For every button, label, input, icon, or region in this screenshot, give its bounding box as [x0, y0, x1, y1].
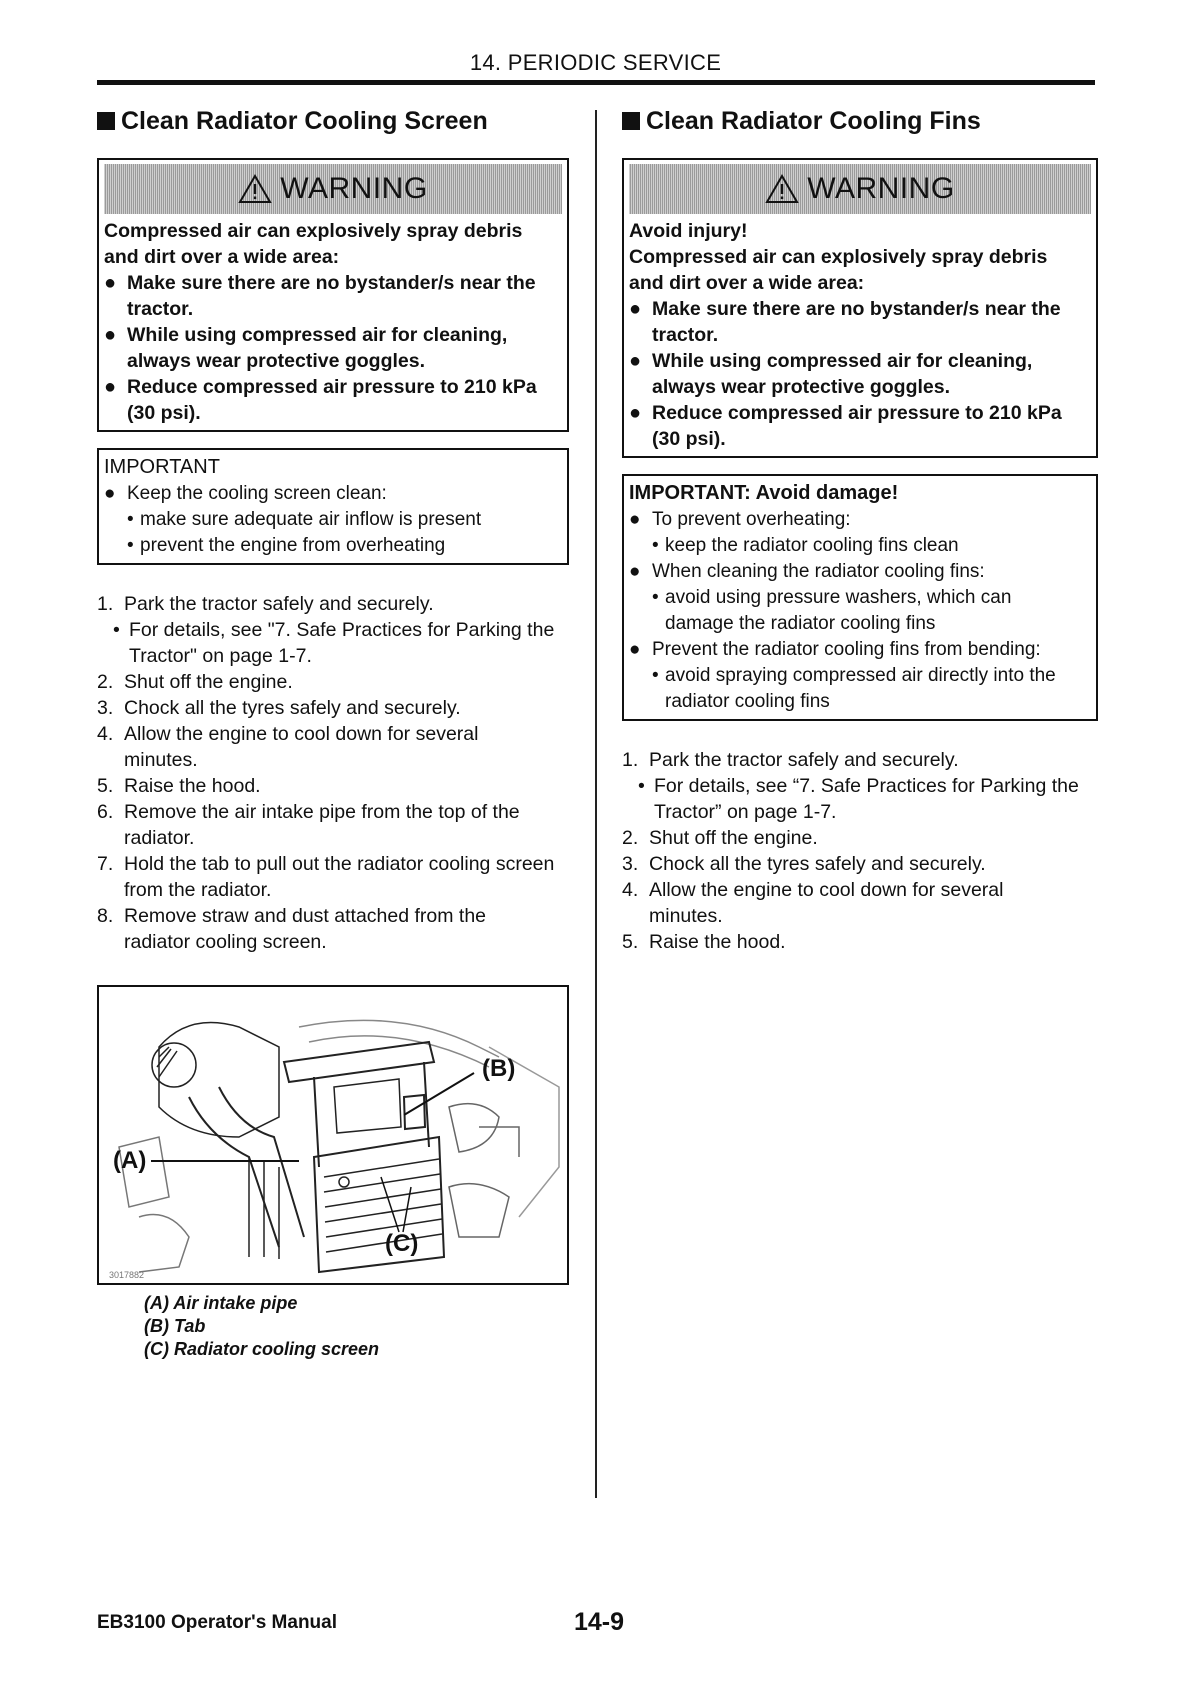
caption-line: (A) Air intake pipe [144, 1293, 298, 1313]
step-item: 6. Remove the air intake pipe from the top of the [97, 801, 520, 823]
step-item: 5. Raise the hood. [622, 931, 786, 953]
important-title: IMPORTANT [104, 456, 220, 478]
warning-banner: WARNING [104, 164, 562, 214]
step-item: 3. Chock all the tyres safely and securely. [97, 697, 461, 719]
warning-triangle-icon [238, 174, 272, 204]
warning-intro-line: Compressed air can explosively spray debris [104, 220, 523, 242]
step-item: 8. Remove straw and dust attached from the [97, 905, 487, 927]
warning-bullet-cont: always wear protective goggles. [652, 376, 951, 398]
warning-triangle-icon [765, 174, 799, 204]
important-bullet: ● Keep the cooling screen clean: [104, 483, 387, 504]
warning-intro-line: and dirt over a wide area: [629, 272, 865, 294]
step-sub-item-cont: Tractor" on page 1-7. [129, 645, 312, 667]
step-item-cont: minutes. [124, 749, 198, 771]
important-sub-item: • make sure adequate air inflow is present [127, 509, 482, 530]
step-item-cont: minutes. [649, 905, 723, 927]
warning-intro-line: Compressed air can explosively spray debris [629, 246, 1048, 268]
right-important-box [622, 474, 1098, 721]
column-divider [595, 110, 597, 1498]
step-sub-item: • For details, see “7. Safe Practices for Parking the [638, 775, 1079, 797]
step-sub-item: • For details, see "7. Safe Practices for Parking the [113, 619, 555, 641]
left-warning-box [97, 158, 569, 432]
important-sub-item: • keep the radiator cooling fins clean [652, 535, 959, 556]
step-item: 1. Park the tractor safely and securely. [622, 749, 959, 771]
figure-label-a: (A) [113, 1147, 147, 1174]
warning-bullet: ● Reduce compressed air pressure to 210 kPa [629, 402, 1062, 424]
step-item: 7. Hold the tab to pull out the radiator cooling screen [97, 853, 555, 875]
left-section-title: Clean Radiator Cooling Screen [97, 104, 569, 138]
warning-intro-line: Avoid injury! [629, 220, 748, 242]
footer-page-number: 14-9 [574, 1608, 625, 1636]
figure-code: 3017882 [109, 1270, 145, 1280]
radiator-illustration [99, 987, 567, 1283]
warning-bullet-cont: (30 psi). [652, 428, 726, 450]
warning-intro-line: and dirt over a wide area: [104, 246, 340, 268]
step-item-cont: from the radiator. [124, 879, 272, 901]
radiator-figure [97, 985, 569, 1285]
warning-bullet: ● Make sure there are no bystander/s near the [629, 298, 1061, 320]
warning-bullet-cont: tractor. [127, 298, 194, 320]
important-bullet: ● When cleaning the radiator cooling fins: [629, 561, 985, 582]
step-item: 3. Chock all the tyres safely and securely. [622, 853, 986, 875]
caption-line: (C) Radiator cooling screen [144, 1339, 380, 1359]
important-sub-item: • avoid using pressure washers, which can [652, 587, 1012, 608]
figure-caption [144, 1292, 379, 1361]
step-item-cont: radiator. [124, 827, 195, 849]
right-steps-list [622, 747, 1098, 955]
step-item-cont: radiator cooling screen. [124, 931, 327, 953]
step-item: 2. Shut off the engine. [97, 671, 293, 693]
warning-bullet: ● Reduce compressed air pressure to 210 kPa [104, 376, 537, 398]
warning-bullet: ● While using compressed air for cleaning, [629, 350, 1033, 372]
step-item: 2. Shut off the engine. [622, 827, 818, 849]
warning-bullet-cont: (30 psi). [127, 402, 201, 424]
important-sub-item: • avoid spraying compressed air directly into the [652, 665, 1056, 686]
left-column [97, 104, 569, 955]
important-bullet: ● Prevent the radiator cooling fins from bending: [629, 639, 1041, 660]
footer-manual-title: EB3100 Operator's Manual [97, 1612, 337, 1633]
warning-bullet-cont: always wear protective goggles. [127, 350, 426, 372]
right-section-title: Clean Radiator Cooling Fins [622, 104, 1098, 138]
left-important-box [97, 448, 569, 565]
square-bullet-icon [97, 112, 115, 130]
warning-banner: WARNING [629, 164, 1091, 214]
warning-bullet-cont: tractor. [652, 324, 719, 346]
figure-label-b: (B) [482, 1055, 516, 1082]
important-sub-item-cont: radiator cooling fins [665, 691, 830, 712]
page-header-title: 14. PERIODIC SERVICE [469, 50, 722, 75]
important-sub-item: • prevent the engine from overheating [127, 535, 446, 556]
step-item: 5. Raise the hood. [97, 775, 261, 797]
important-title: IMPORTANT: Avoid damage! [629, 482, 899, 504]
step-item: 4. Allow the engine to cool down for several [622, 879, 1004, 901]
right-column [622, 104, 1098, 955]
important-bullet: ● To prevent overheating: [629, 509, 851, 530]
important-sub-item-cont: damage the radiator cooling fins [665, 613, 936, 634]
header-rule [97, 80, 1095, 85]
caption-line: (B) Tab [144, 1316, 206, 1336]
left-steps-list [97, 591, 569, 955]
step-item: 4. Allow the engine to cool down for several [97, 723, 479, 745]
step-item: 1. Park the tractor safely and securely. [97, 593, 434, 615]
square-bullet-icon [622, 112, 640, 130]
warning-bullet: ● Make sure there are no bystander/s near the [104, 272, 536, 294]
step-sub-item-cont: Tractor” on page 1-7. [654, 801, 837, 823]
warning-bullet: ● While using compressed air for cleaning, [104, 324, 508, 346]
right-warning-box [622, 158, 1098, 458]
figure-label-c: (C) [385, 1230, 419, 1257]
